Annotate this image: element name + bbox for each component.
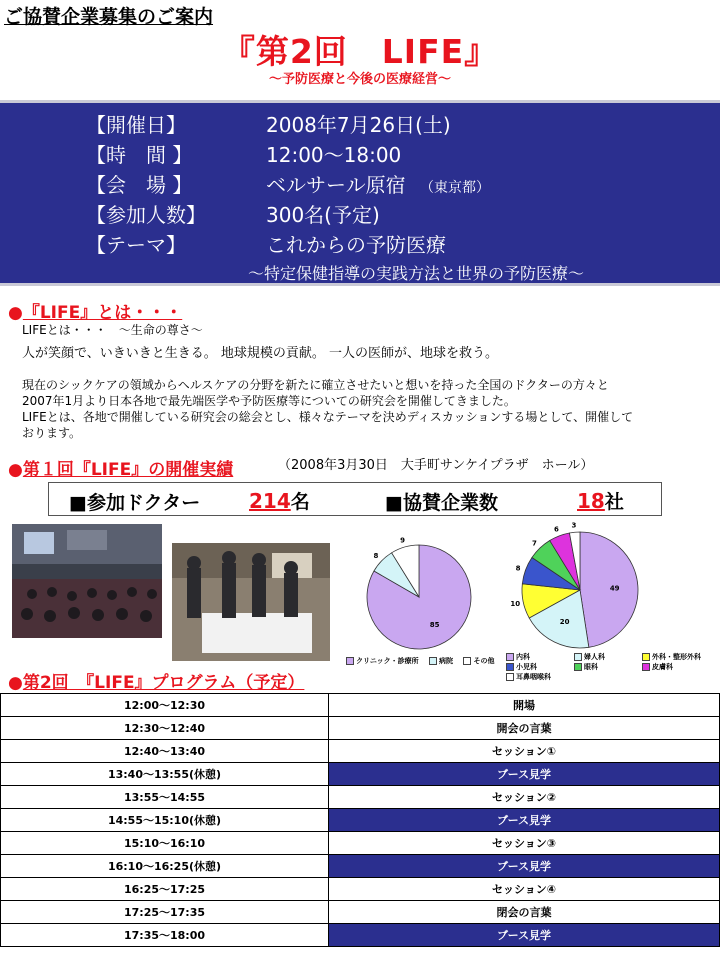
legend-item (506, 662, 574, 672)
pie-data-label: 8 (373, 552, 379, 561)
schedule-row (1, 924, 720, 947)
legend-item (642, 662, 673, 672)
info-row-time (86, 139, 401, 168)
schedule-item: セッション④ (329, 878, 720, 901)
info-venue-note: （東京都） (419, 180, 490, 196)
info-label: 【テーマ】 (86, 233, 186, 257)
event-subtitle: 〜予防医療と今後の医療経営〜 (268, 72, 451, 87)
info-label: 【参加人数】 (86, 203, 206, 227)
legend-item (574, 652, 642, 662)
legend-label: 内科 (516, 653, 530, 661)
info-row-theme (86, 229, 446, 258)
schedule-item: ブース見学 (329, 763, 720, 786)
legend-label: 眼科 (584, 663, 598, 671)
legend-label: その他 (473, 657, 495, 665)
legend-label: 皮膚科 (652, 663, 673, 671)
schedule-time: 13:55〜14:55 (1, 786, 329, 809)
legend-label: 小児科 (516, 663, 537, 671)
schedule-row (1, 809, 720, 832)
info-row-attendance (86, 199, 380, 228)
schedule-row (1, 855, 720, 878)
sponsors-count (577, 487, 624, 514)
info-value: 2008年7月26日(土) (266, 113, 451, 137)
schedule-item: 閉会の言葉 (329, 901, 720, 924)
legend-item (429, 657, 453, 665)
schedule-time: 12:40〜13:40 (1, 740, 329, 763)
legend-item (506, 652, 574, 662)
pie-data-label: 6 (553, 525, 559, 534)
schedule-item: ブース見学 (329, 924, 720, 947)
schedule-time: 16:10〜16:25(休憩) (1, 855, 329, 878)
schedule-item: ブース見学 (329, 855, 720, 878)
schedule-time: 17:35〜18:00 (1, 924, 329, 947)
legend-label: 婦人科 (584, 653, 605, 661)
page-heading: ご協賛企業募集のご案内 (4, 6, 214, 28)
legend-item (463, 657, 494, 665)
conference-hall-photo (12, 524, 162, 638)
pie-data-label: 3 (571, 521, 577, 530)
legend-label: 耳鼻咽喉科 (516, 673, 551, 681)
legend-item (574, 662, 642, 672)
program-heading-text: 第2回 『LIFE』プログラム（予定） (22, 673, 305, 693)
stats-box (48, 482, 662, 516)
schedule-time: 12:30〜12:40 (1, 717, 329, 740)
info-value: 300名(予定) (266, 203, 380, 227)
schedule-time: 12:00〜12:30 (1, 694, 329, 717)
booth-exhibition-photo (172, 543, 330, 661)
schedule-item: ブース見学 (329, 809, 720, 832)
schedule-row (1, 901, 720, 924)
schedule-row (1, 832, 720, 855)
info-label: 【会 場 】 (86, 173, 193, 197)
pie-chart-facility (344, 522, 484, 662)
legend-item (642, 652, 701, 662)
legend-item (506, 673, 551, 681)
pie-data-label: 85 (429, 621, 440, 630)
about-paragraph (22, 377, 633, 441)
about-heading (8, 298, 182, 323)
results-heading-text: 第１回『LIFE』の開催実績 (22, 460, 234, 480)
schedule-item: 開場 (329, 694, 720, 717)
pie-data-label: 7 (531, 539, 537, 548)
pie-data-label: 10 (510, 599, 521, 608)
legend-label: 外科・整形外科 (652, 653, 701, 661)
pie-chart-specialty (510, 520, 650, 660)
doctors-value: 214 (249, 489, 291, 513)
bullet-icon: ● (8, 460, 23, 480)
schedule-item: セッション① (329, 740, 720, 763)
theme-subtitle: 〜特定保健指導の実践方法と世界の予防医療〜 (248, 264, 585, 283)
pie-data-label: 8 (515, 564, 521, 573)
info-value: 12:00〜18:00 (266, 143, 402, 167)
sponsors-label: ■協賛企業数 (385, 492, 498, 514)
doctors-label: ■参加ドクター (69, 492, 201, 514)
pie-data-label: 49 (609, 584, 620, 593)
legend-label: クリニック・診療所 (356, 657, 419, 665)
schedule-row (1, 786, 720, 809)
schedule-time: 17:25〜17:35 (1, 901, 329, 924)
info-label: 【開催日】 (86, 113, 186, 137)
info-value: これからの予防医療 (266, 233, 446, 257)
pie-data-label: 20 (559, 618, 570, 627)
schedule-time: 14:55〜15:10(休憩) (1, 809, 329, 832)
doctors-unit: 名 (290, 491, 310, 513)
schedule-row (1, 694, 720, 717)
about-motto: 人が笑顔で、いきいきと生きる。 地球規模の貢献。 一人の医師が、地球を救う。 (22, 346, 499, 361)
schedule-item: セッション② (329, 786, 720, 809)
schedule-time: 13:40〜13:55(休憩) (1, 763, 329, 786)
info-label: 【時 間 】 (86, 143, 193, 167)
legend-label: 病院 (439, 657, 454, 665)
schedule-item: セッション③ (329, 832, 720, 855)
results-heading (8, 455, 233, 480)
bullet-icon: ● (8, 673, 23, 693)
doctors-count (249, 487, 310, 514)
schedule-item: 開会の言葉 (329, 717, 720, 740)
schedule-time: 15:10〜16:10 (1, 832, 329, 855)
legend-item (346, 657, 419, 665)
schedule-time: 16:25〜17:25 (1, 878, 329, 901)
schedule-row (1, 763, 720, 786)
sponsors-value: 18 (577, 489, 605, 513)
sponsors-unit: 社 (604, 491, 624, 513)
schedule-row (1, 878, 720, 901)
about-line: 2007年1月より日本各地で最先端医学や予防医療等についての研究会を開催してきました。 (22, 394, 516, 408)
info-value: ベルサール原宿 (266, 173, 406, 197)
about-line: 現在のシックケアの領域からヘルスケアの分野を新たに確立させたいと想いを持った全国のドクターの方々と (22, 378, 609, 392)
results-detail: （2008年3月30日 大手町サンケイプラザ ホール） (278, 458, 594, 473)
pie-legend-specialty (506, 652, 720, 682)
event-info-box (0, 100, 720, 286)
schedule-row (1, 740, 720, 763)
program-schedule-table (0, 693, 720, 947)
about-line: LIFEとは、各地で開催している研究会の総会とし、様々なテーマを決めディスカッションする場として、開催して (22, 410, 634, 424)
about-heading-text: 『LIFE』とは・・・ (22, 303, 183, 323)
pie-legend-facility (346, 656, 494, 666)
about-line: おります。 (22, 426, 82, 440)
program-heading (8, 668, 304, 693)
about-tagline: LIFEとは・・・ 〜生命の尊さ〜 (22, 323, 203, 337)
info-row-venue (86, 169, 490, 198)
info-row-date (86, 109, 451, 138)
bullet-icon: ● (8, 303, 23, 323)
pie-data-label: 9 (400, 536, 406, 545)
schedule-row (1, 717, 720, 740)
event-title: 『第2回 LIFE』 (221, 32, 499, 71)
